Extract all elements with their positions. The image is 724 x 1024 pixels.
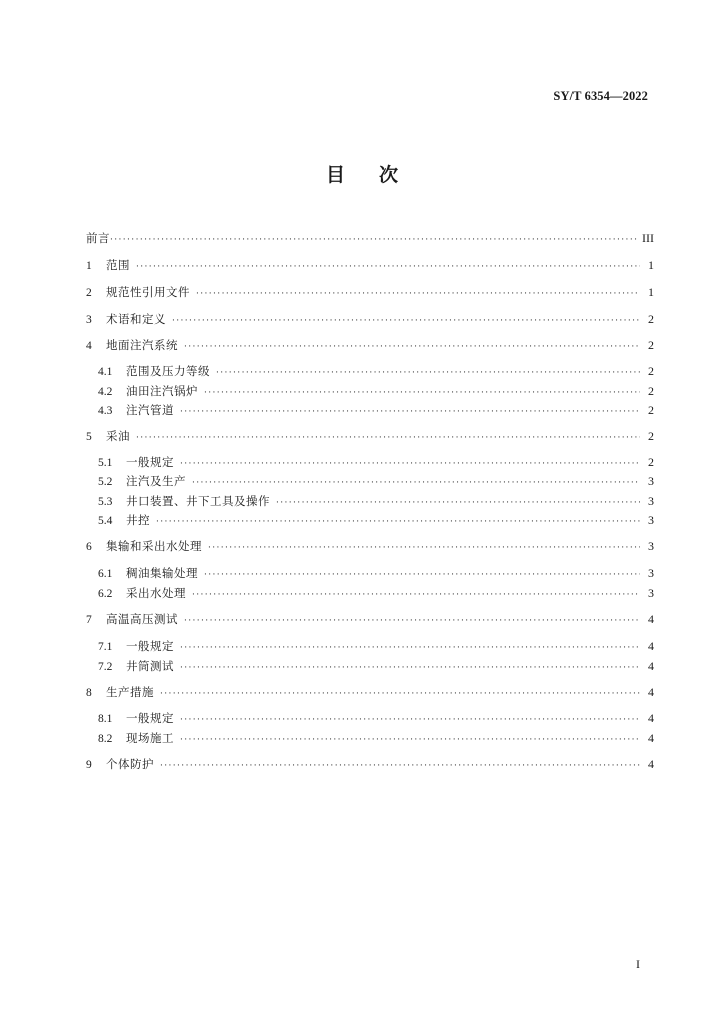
dot-leader [180,638,640,658]
toc-subentry[interactable] [98,452,654,472]
toc-entry-number: 5.4 [98,515,113,527]
toc-entry-label: 一般规定 [126,711,174,725]
toc-entry-label: 油田注汽锅炉 [126,384,198,398]
toc-entry-label: 范围 [106,258,130,272]
toc-entry[interactable] [86,536,654,556]
toc-entry-number: 4.2 [98,386,113,398]
toc-entry-label: 稠油集输处理 [126,566,198,580]
dot-leader [180,402,640,422]
dot-leader [136,257,640,277]
toc-entry-number: 8 [86,687,92,699]
toc-entry-label: 地面注汽系统 [106,338,178,352]
toc-entry-page: 4 [648,685,654,699]
toc-subentry[interactable] [98,361,654,381]
toc-entry-page: 2 [648,403,654,417]
toc-entry-number: 6.1 [98,568,113,580]
toc-entry-number: 1 [86,260,92,272]
dot-leader [180,710,640,730]
toc-subentry[interactable] [98,400,654,420]
toc-subentry[interactable] [98,563,654,583]
toc-entry-page: 3 [648,474,654,488]
toc-entry-page: 2 [648,312,654,326]
dot-leader [156,512,640,532]
toc-entry-page: III [642,231,654,245]
toc-entry[interactable] [86,682,654,702]
dot-leader [180,730,640,750]
dot-leader [192,473,640,493]
toc-entry[interactable] [86,282,654,302]
toc-entry-number: 5 [86,431,92,443]
toc-entry-label: 集输和采出水处理 [106,539,202,553]
toc-entry-page: 1 [648,258,654,272]
toc-entry-page: 4 [648,711,654,725]
dot-leader [184,337,640,357]
toc-entry-number: 4 [86,340,92,352]
footer-page-number: I [636,957,640,971]
dot-leader [172,311,640,331]
toc-entry[interactable] [86,309,654,329]
dot-leader [160,684,640,704]
toc-subentry[interactable] [98,471,654,491]
toc-entry-label: 现场施工 [126,731,174,745]
toc-entry-number: 8.2 [98,733,113,745]
toc-entry-label: 术语和定义 [106,312,166,326]
dot-leader [184,611,640,631]
toc-subentry[interactable] [98,583,654,603]
toc-entry-page: 3 [648,586,654,600]
toc-entry-foreword[interactable] [86,228,654,248]
toc-entry-label: 注汽及生产 [126,474,186,488]
dot-leader [204,565,640,585]
toc-entry[interactable] [86,754,654,774]
toc-entry[interactable] [86,335,654,355]
toc-entry-page: 2 [648,384,654,398]
dot-leader [180,658,640,678]
toc-subentry[interactable] [98,636,654,656]
toc-entry-page: 4 [648,612,654,626]
toc-entry-number: 3 [86,314,92,326]
toc-entry-number: 6.2 [98,588,113,600]
toc-subentry[interactable] [98,728,654,748]
dot-leader [160,756,640,776]
toc-entry-number: 8.1 [98,713,113,725]
dot-leader [216,363,640,383]
toc-entry-label: 采出水处理 [126,586,186,600]
page-title: 目次 [325,164,432,186]
toc-entry-number: 4.3 [98,405,113,417]
toc-entry-label: 注汽管道 [126,403,174,417]
toc-entry-number: 6 [86,541,92,553]
dot-leader [110,230,638,250]
toc-entry-number: 4.1 [98,366,113,378]
toc-entry-page: 4 [648,757,654,771]
toc-entry-label: 范围及压力等级 [126,364,210,378]
toc-entry-page: 2 [648,429,654,443]
toc-entry-label: 采油 [106,429,130,443]
toc-entry-label: 生产措施 [106,685,154,699]
toc-entry-number: 2 [86,287,92,299]
toc-entry-page: 3 [648,539,654,553]
toc-entry-number: 7 [86,614,92,626]
toc-subentry[interactable] [98,656,654,676]
toc-entry-number: 5.3 [98,496,113,508]
dot-leader [136,428,640,448]
toc-entry-label: 前言 [86,231,110,245]
toc-entry[interactable] [86,609,654,629]
toc-entry[interactable] [86,426,654,446]
toc-entry-label: 井控 [126,513,150,527]
toc-entry-number: 7.1 [98,641,113,653]
toc-entry-number: 5.2 [98,476,113,488]
toc-subentry[interactable] [98,381,654,401]
dot-leader [208,538,640,558]
toc-entry-page: 4 [648,639,654,653]
toc-entry-page: 4 [648,659,654,673]
toc-entry-number: 5.1 [98,457,113,469]
toc-entry-page: 2 [648,338,654,352]
dot-leader [192,585,640,605]
toc-entry[interactable] [86,255,654,275]
toc-entry-label: 井筒测试 [126,659,174,673]
toc-entry-label: 个体防护 [106,757,154,771]
toc-entry-page: 3 [648,494,654,508]
toc-entry-number: 7.2 [98,661,113,673]
toc-entry-label: 高温高压测试 [106,612,178,626]
toc-entry-label: 一般规定 [126,639,174,653]
toc-entry-number: 9 [86,759,92,771]
toc-entry-label: 井口装置、井下工具及操作 [126,494,270,508]
toc-entry-page: 3 [648,566,654,580]
toc-entry-page: 4 [648,731,654,745]
toc-entry-label: 规范性引用文件 [106,285,190,299]
toc-subentry[interactable] [98,708,654,728]
toc-entry-label: 一般规定 [126,455,174,469]
toc-subentry[interactable] [98,491,654,511]
toc-entry-page: 1 [648,285,654,299]
dot-leader [196,284,640,304]
toc-entry-page: 2 [648,364,654,378]
toc-subentry[interactable] [98,510,654,530]
toc-entry-page: 3 [648,513,654,527]
toc-entry-page: 2 [648,455,654,469]
standard-code: SY/T 6354—2022 [553,89,648,103]
